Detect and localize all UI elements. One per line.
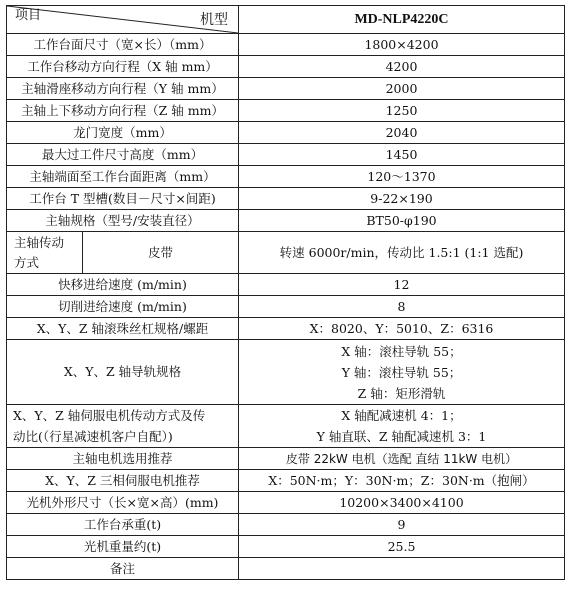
row-label: 工作台面尺寸（宽×长）（mm） (7, 34, 239, 56)
guide-label: X、Y、Z 轴导轨规格 (7, 340, 239, 405)
guide-line: Y 轴：滚柱导轨 55； (341, 364, 462, 380)
drive-value: 转速 6000r/min，传动比 1.5:1 (1:1 选配) (239, 232, 565, 274)
row-label: X、Y、Z 轴滚珠丝杠规格/螺距 (7, 318, 239, 340)
row-value (239, 558, 565, 580)
drive-label-line: 主轴传动 (14, 234, 65, 250)
guide-line: Z 轴：矩形滑轨 (357, 385, 446, 401)
servo-drive-row (7, 405, 565, 448)
table-row (7, 492, 565, 514)
row-value: 皮带 22kW 电机（选配 直结 11kW 电机） (239, 448, 565, 470)
row-value: 8 (239, 296, 565, 318)
table-row (7, 536, 565, 558)
row-value: 1800×4200 (239, 34, 565, 56)
row-value: X：8020、Y：5010、Z：6316 (239, 318, 565, 340)
table-row (7, 318, 565, 340)
row-label: 主轴电机选用推荐 (7, 448, 239, 470)
row-value: 10200×3400×4100 (239, 492, 565, 514)
row-value: 9-22×190 (239, 188, 565, 210)
row-value: 9 (239, 514, 565, 536)
row-label: 切削进给速度 (m/min) (7, 296, 239, 318)
row-label: 工作台承重(t) (7, 514, 239, 536)
row-value: BT50-φ190 (239, 210, 565, 232)
row-label: 最大过工件尺寸高度（mm） (7, 144, 239, 166)
table-row (7, 56, 565, 78)
header-diagonal-cell (7, 6, 239, 34)
table-row (7, 274, 565, 296)
row-label: 主轴端面至工作台面距离（mm） (7, 166, 239, 188)
guide-line: X 轴：滚柱导轨 55； (341, 343, 462, 359)
row-value: 120～1370 (239, 166, 565, 188)
row-label: 备注 (7, 558, 239, 580)
header-row (7, 6, 565, 34)
row-value: 2040 (239, 122, 565, 144)
guide-row (7, 340, 565, 405)
row-value: 1450 (239, 144, 565, 166)
drive-type: 皮带 (83, 232, 239, 274)
table-row (7, 296, 565, 318)
row-value: 25.5 (239, 536, 565, 558)
row-value: 12 (239, 274, 565, 296)
servo-drive-label (7, 405, 239, 448)
row-label: 主轴滑座移动方向行程（Y 轴 mm） (7, 78, 239, 100)
row-label: X、Y、Z 三相伺服电机推荐 (7, 470, 239, 492)
table-row (7, 166, 565, 188)
table-row (7, 470, 565, 492)
table-row (7, 144, 565, 166)
table-row (7, 558, 565, 580)
servo-drive-line: Y 轴直联、Z 轴配减速机 3：1 (316, 429, 487, 444)
row-label: 龙门宽度（mm） (7, 122, 239, 144)
row-value: X：50N·m；Y：30N·m；Z：30N·m（抱闸） (239, 470, 565, 492)
row-label: 工作台移动方向行程（X 轴 mm） (7, 56, 239, 78)
row-value: 4200 (239, 56, 565, 78)
row-label: 光机重量约(t) (7, 536, 239, 558)
table-row (7, 514, 565, 536)
model-value: MD-NLP4220C (239, 6, 565, 34)
table-row (7, 188, 565, 210)
guide-value (239, 340, 565, 405)
model-header-label: 机型 (200, 12, 228, 28)
row-label: 光机外形尺寸（长×宽×高）(mm) (7, 492, 239, 514)
servo-drive-line: X 轴配减速机 4：1； (341, 408, 462, 423)
table-row (7, 210, 565, 232)
row-label: 主轴上下移动方向行程（Z 轴 mm） (7, 100, 239, 122)
item-header-label: 项目 (15, 8, 42, 23)
table-row (7, 78, 565, 100)
servo-drive-value (239, 405, 565, 448)
row-label: 快移进给速度 (m/min) (7, 274, 239, 296)
row-label: 工作台 T 型槽(数目－尺寸×间距) (7, 188, 239, 210)
table-row (7, 448, 565, 470)
row-value: 1250 (239, 100, 565, 122)
spec-table (6, 5, 565, 580)
drive-label-line: 方式 (14, 254, 40, 270)
table-row (7, 34, 565, 56)
servo-drive-label-line: X、Y、Z 轴伺服电机传动方式及传 (13, 408, 206, 423)
row-label: 主轴规格（型号/安装直径） (7, 210, 239, 232)
drive-label (7, 232, 83, 274)
drive-row (7, 232, 565, 274)
table-row (7, 122, 565, 144)
row-value: 2000 (239, 78, 565, 100)
servo-drive-label-line: 动比(（行星减速机客户自配）) (13, 429, 173, 444)
table-row (7, 100, 565, 122)
